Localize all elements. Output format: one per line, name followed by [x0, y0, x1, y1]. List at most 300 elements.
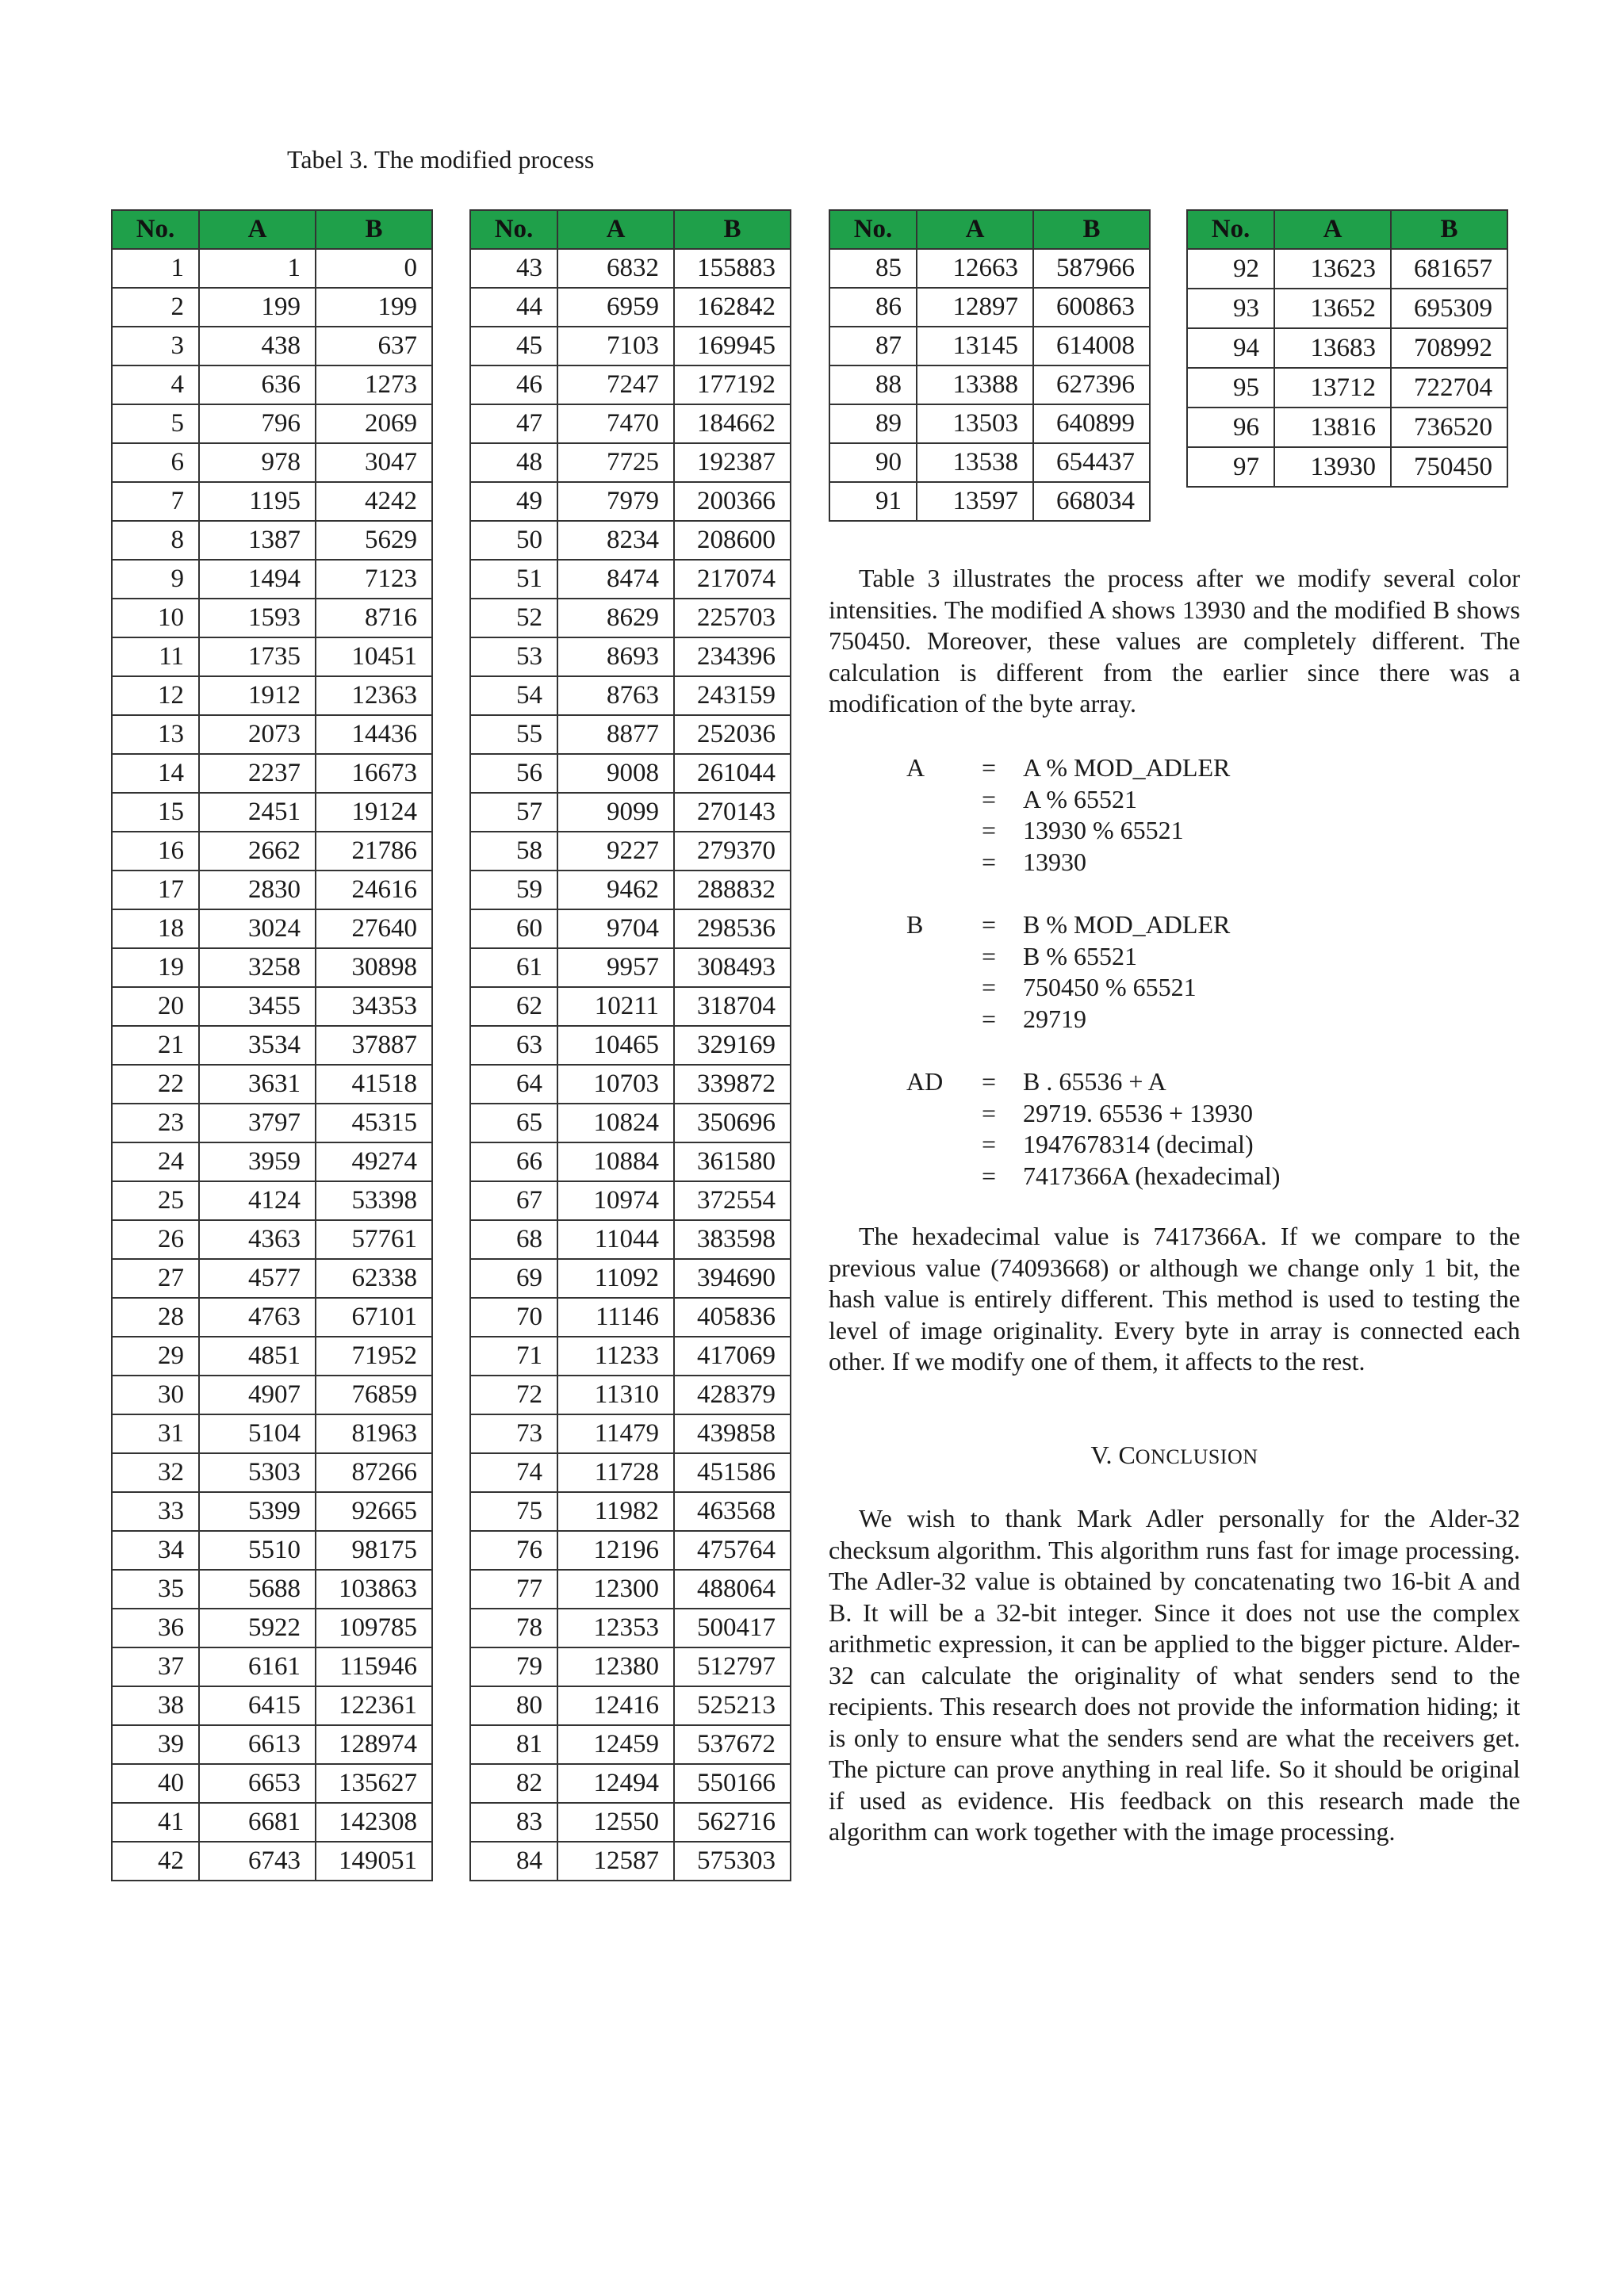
table-row: [112, 1337, 432, 1376]
cell-no: 19: [112, 948, 199, 987]
equals-sign: =: [982, 910, 997, 939]
cell-a: 1: [199, 249, 316, 288]
cell-a: 11982: [557, 1492, 674, 1531]
cell-a: 9008: [557, 754, 674, 793]
cell-a: 12550: [557, 1803, 674, 1842]
cell-b: 155883: [674, 249, 791, 288]
cell-no: 85: [829, 249, 917, 288]
equation-label: B: [906, 910, 924, 939]
section-heading-conclusion: [829, 1441, 1520, 1470]
table-row: [470, 404, 791, 443]
cell-b: 7123: [316, 560, 432, 599]
cell-a: 2662: [199, 832, 316, 871]
cell-a: 10884: [557, 1142, 674, 1181]
cell-a: 12300: [557, 1570, 674, 1609]
table-row: [470, 327, 791, 365]
cell-no: 8: [112, 521, 199, 560]
cell-b: 575303: [674, 1842, 791, 1881]
cell-no: 79: [470, 1647, 557, 1686]
table-row: [470, 1220, 791, 1259]
cell-a: 636: [199, 365, 316, 404]
table-row: [470, 288, 791, 327]
equation-line: 7417366A (hexadecimal): [1023, 1161, 1281, 1190]
cell-no: 23: [112, 1104, 199, 1142]
cell-a: 8877: [557, 715, 674, 754]
table-row: [112, 482, 432, 521]
table-row: [829, 249, 1150, 288]
cell-no: 90: [829, 443, 917, 482]
cell-a: 13652: [1274, 289, 1391, 328]
table-row: [112, 948, 432, 987]
equation-line: 29719. 65536 + 13930: [1023, 1098, 1254, 1127]
header-a: A: [917, 210, 1033, 249]
table-row: [112, 327, 432, 365]
table-row: [829, 482, 1150, 521]
cell-no: 53: [470, 637, 557, 676]
header-b: B: [674, 210, 791, 249]
cell-b: 417069: [674, 1337, 791, 1376]
cell-a: 13683: [1274, 328, 1391, 368]
equation-label: A: [906, 753, 925, 782]
cell-a: 4851: [199, 1337, 316, 1376]
cell-no: 52: [470, 599, 557, 637]
cell-b: 627396: [1033, 365, 1150, 404]
cell-b: 53398: [316, 1181, 432, 1220]
cell-no: 30: [112, 1376, 199, 1414]
cell-a: 11146: [557, 1298, 674, 1337]
cell-b: 14436: [316, 715, 432, 754]
equation-line: B . 65536 + A: [1023, 1067, 1166, 1096]
header-no: No.: [1187, 210, 1274, 249]
cell-no: 26: [112, 1220, 199, 1259]
cell-b: 76859: [316, 1376, 432, 1414]
cell-b: 525213: [674, 1686, 791, 1725]
cell-b: 10451: [316, 637, 432, 676]
cell-b: 722704: [1391, 368, 1507, 408]
cell-a: 4763: [199, 1298, 316, 1337]
cell-b: 41518: [316, 1065, 432, 1104]
cell-no: 73: [470, 1414, 557, 1453]
header-b: B: [1391, 210, 1507, 249]
cell-a: 10465: [557, 1026, 674, 1065]
table-row: [112, 676, 432, 715]
cell-no: 83: [470, 1803, 557, 1842]
cell-a: 13623: [1274, 249, 1391, 289]
cell-b: 162842: [674, 288, 791, 327]
cell-b: 288832: [674, 871, 791, 909]
cell-no: 35: [112, 1570, 199, 1609]
table-row: [112, 521, 432, 560]
cell-a: 13388: [917, 365, 1033, 404]
cell-no: 76: [470, 1531, 557, 1570]
table-row: [112, 404, 432, 443]
cell-a: 1593: [199, 599, 316, 637]
cell-no: 24: [112, 1142, 199, 1181]
cell-b: 12363: [316, 676, 432, 715]
header-no: No.: [829, 210, 917, 249]
cell-no: 36: [112, 1609, 199, 1647]
cell-b: 0: [316, 249, 432, 288]
cell-a: 8629: [557, 599, 674, 637]
cell-b: 451586: [674, 1453, 791, 1492]
table-row: [112, 1376, 432, 1414]
cell-b: 192387: [674, 443, 791, 482]
cell-b: 27640: [316, 909, 432, 948]
cell-no: 74: [470, 1453, 557, 1492]
cell-b: 8716: [316, 599, 432, 637]
equation-line: 13930: [1023, 847, 1086, 876]
cell-no: 20: [112, 987, 199, 1026]
cell-no: 61: [470, 948, 557, 987]
table-row: [470, 1531, 791, 1570]
cell-b: 428379: [674, 1376, 791, 1414]
data-table-4: [1186, 209, 1508, 488]
table-row: [470, 1647, 791, 1686]
table-row: [1187, 447, 1507, 487]
data-table-1: [111, 209, 433, 1881]
cell-no: 68: [470, 1220, 557, 1259]
table-row: [112, 871, 432, 909]
cell-no: 27: [112, 1259, 199, 1298]
cell-a: 11479: [557, 1414, 674, 1453]
table-row: [112, 1647, 432, 1686]
cell-a: 4577: [199, 1259, 316, 1298]
cell-a: 13538: [917, 443, 1033, 482]
cell-b: 298536: [674, 909, 791, 948]
cell-a: 3631: [199, 1065, 316, 1104]
cell-a: 8474: [557, 560, 674, 599]
cell-a: 5303: [199, 1453, 316, 1492]
table-row: [470, 1376, 791, 1414]
table-row: [470, 676, 791, 715]
cell-b: 640899: [1033, 404, 1150, 443]
table-row: [470, 249, 791, 288]
cell-a: 1195: [199, 482, 316, 521]
table-row: [470, 909, 791, 948]
cell-a: 7725: [557, 443, 674, 482]
equation-line: A % MOD_ADLER: [1023, 753, 1231, 782]
equation-line: 750450 % 65521: [1023, 973, 1197, 1001]
table-row: [829, 288, 1150, 327]
header-b: B: [1033, 210, 1150, 249]
cell-no: 14: [112, 754, 199, 793]
table-row: [470, 1803, 791, 1842]
table-row: [470, 365, 791, 404]
cell-a: 10211: [557, 987, 674, 1026]
cell-no: 38: [112, 1686, 199, 1725]
cell-a: 5688: [199, 1570, 316, 1609]
cell-no: 25: [112, 1181, 199, 1220]
cell-a: 1912: [199, 676, 316, 715]
table-row: [470, 443, 791, 482]
cell-no: 11: [112, 637, 199, 676]
cell-b: 361580: [674, 1142, 791, 1181]
cell-b: 98175: [316, 1531, 432, 1570]
table-row: [112, 1453, 432, 1492]
cell-no: 49: [470, 482, 557, 521]
cell-a: 11092: [557, 1259, 674, 1298]
cell-b: 512797: [674, 1647, 791, 1686]
header-a: A: [1274, 210, 1391, 249]
cell-a: 3024: [199, 909, 316, 948]
cell-b: 49274: [316, 1142, 432, 1181]
equals-sign: =: [982, 1130, 997, 1158]
table-row: [470, 1298, 791, 1337]
cell-no: 91: [829, 482, 917, 521]
table-row: [829, 365, 1150, 404]
cell-b: 695309: [1391, 289, 1507, 328]
cell-no: 88: [829, 365, 917, 404]
cell-a: 9462: [557, 871, 674, 909]
cell-no: 33: [112, 1492, 199, 1531]
cell-b: 252036: [674, 715, 791, 754]
table-row: [112, 715, 432, 754]
table-row: [470, 1181, 791, 1220]
cell-b: 308493: [674, 948, 791, 987]
cell-b: 92665: [316, 1492, 432, 1531]
cell-a: 11728: [557, 1453, 674, 1492]
cell-no: 45: [470, 327, 557, 365]
cell-a: 796: [199, 404, 316, 443]
cell-b: 115946: [316, 1647, 432, 1686]
cell-no: 3: [112, 327, 199, 365]
equation-line: 29719: [1023, 1004, 1086, 1033]
header-a: A: [557, 210, 674, 249]
table-row: [470, 987, 791, 1026]
cell-a: 6959: [557, 288, 674, 327]
cell-b: 234396: [674, 637, 791, 676]
cell-b: 16673: [316, 754, 432, 793]
paragraph-conclusion: We wish to thank Mark Adler personally for the Alder-32 checksum algorithm. This algorithm runs fast for image processing. The Adler-32 value is obtained by concatenating two 16-bit A and B. It will be a 32-bit integer. Since it does not use the complex arithmetic expression, it can be applied to the bigger picture. Alder-32 can calculate the originality of what senders send to the recipients. This research does not provide the information hiding; it is only to ensure what the senders send are what the receivers get. The picture can prove anything in real life. So it should be original if used as evidence. His feedback on this research made the algorithm can work together with the image processing.: [829, 1504, 1520, 1846]
cell-b: 109785: [316, 1609, 432, 1647]
cell-b: 177192: [674, 365, 791, 404]
cell-b: 654437: [1033, 443, 1150, 482]
cell-a: 5399: [199, 1492, 316, 1531]
cell-a: 8693: [557, 637, 674, 676]
cell-b: 169945: [674, 327, 791, 365]
table-row: [829, 443, 1150, 482]
table-row: [112, 987, 432, 1026]
cell-no: 44: [470, 288, 557, 327]
table-row: [112, 909, 432, 948]
cell-a: 5104: [199, 1414, 316, 1453]
cell-a: 12196: [557, 1531, 674, 1570]
heading-numeral: V. C: [1090, 1441, 1136, 1469]
cell-a: 2830: [199, 871, 316, 909]
table-row: [470, 1026, 791, 1065]
cell-a: 8763: [557, 676, 674, 715]
table-row: [112, 288, 432, 327]
cell-no: 13: [112, 715, 199, 754]
table-row: [112, 1414, 432, 1453]
table-row: [470, 482, 791, 521]
table-row: [829, 404, 1150, 443]
equals-sign: =: [982, 1098, 997, 1127]
table-row: [829, 327, 1150, 365]
cell-a: 13930: [1274, 447, 1391, 487]
cell-a: 6415: [199, 1686, 316, 1725]
table-row: [112, 1531, 432, 1570]
table-row: [112, 637, 432, 676]
cell-b: 184662: [674, 404, 791, 443]
cell-no: 15: [112, 793, 199, 832]
cell-no: 66: [470, 1142, 557, 1181]
cell-b: 217074: [674, 560, 791, 599]
cell-b: 71952: [316, 1337, 432, 1376]
table-row: [470, 560, 791, 599]
cell-a: 7103: [557, 327, 674, 365]
cell-b: 488064: [674, 1570, 791, 1609]
equals-sign: =: [982, 973, 997, 1001]
cell-no: 40: [112, 1764, 199, 1803]
cell-no: 22: [112, 1065, 199, 1104]
cell-b: 122361: [316, 1686, 432, 1725]
cell-no: 17: [112, 871, 199, 909]
cell-a: 8234: [557, 521, 674, 560]
cell-b: 34353: [316, 987, 432, 1026]
cell-a: 199: [199, 288, 316, 327]
heading-rest: ONCLUSION: [1135, 1445, 1258, 1468]
table-row: [112, 1686, 432, 1725]
cell-b: 243159: [674, 676, 791, 715]
table-row: [470, 1453, 791, 1492]
cell-b: 208600: [674, 521, 791, 560]
cell-b: 537672: [674, 1725, 791, 1764]
cell-a: 12416: [557, 1686, 674, 1725]
cell-a: 4363: [199, 1220, 316, 1259]
cell-b: 372554: [674, 1181, 791, 1220]
table-row: [112, 1298, 432, 1337]
cell-a: 1735: [199, 637, 316, 676]
table-row: [112, 1181, 432, 1220]
table-row: [112, 249, 432, 288]
cell-no: 9: [112, 560, 199, 599]
cell-a: 978: [199, 443, 316, 482]
cell-no: 96: [1187, 408, 1274, 447]
cell-b: 681657: [1391, 249, 1507, 289]
cell-no: 41: [112, 1803, 199, 1842]
equals-sign: =: [982, 847, 997, 876]
cell-b: 637: [316, 327, 432, 365]
table-row: [470, 832, 791, 871]
cell-no: 39: [112, 1725, 199, 1764]
table-row: [112, 1842, 432, 1881]
table-row: [112, 1065, 432, 1104]
cell-b: 475764: [674, 1531, 791, 1570]
table-row: [470, 1725, 791, 1764]
cell-a: 9227: [557, 832, 674, 871]
cell-a: 11044: [557, 1220, 674, 1259]
cell-no: 50: [470, 521, 557, 560]
cell-b: 339872: [674, 1065, 791, 1104]
cell-no: 31: [112, 1414, 199, 1453]
cell-a: 9099: [557, 793, 674, 832]
cell-a: 9704: [557, 909, 674, 948]
cell-b: 500417: [674, 1609, 791, 1647]
table-row: [470, 948, 791, 987]
header-b: B: [316, 210, 432, 249]
cell-b: 736520: [1391, 408, 1507, 447]
cell-a: 438: [199, 327, 316, 365]
cell-b: 81963: [316, 1414, 432, 1453]
cell-no: 89: [829, 404, 917, 443]
table-row: [470, 1492, 791, 1531]
cell-a: 12353: [557, 1609, 674, 1647]
table-row: [112, 1026, 432, 1065]
cell-a: 3797: [199, 1104, 316, 1142]
cell-no: 21: [112, 1026, 199, 1065]
cell-a: 6653: [199, 1764, 316, 1803]
cell-b: 19124: [316, 793, 432, 832]
cell-a: 12459: [557, 1725, 674, 1764]
cell-no: 42: [112, 1842, 199, 1881]
equation-line: 13930 % 65521: [1023, 816, 1184, 844]
cell-a: 11233: [557, 1337, 674, 1376]
cell-a: 2237: [199, 754, 316, 793]
cell-a: 6613: [199, 1725, 316, 1764]
cell-no: 7: [112, 482, 199, 521]
cell-b: 103863: [316, 1570, 432, 1609]
table-row: [470, 1570, 791, 1609]
cell-no: 51: [470, 560, 557, 599]
table-row: [470, 637, 791, 676]
cell-no: 55: [470, 715, 557, 754]
cell-no: 63: [470, 1026, 557, 1065]
cell-no: 56: [470, 754, 557, 793]
cell-b: 62338: [316, 1259, 432, 1298]
cell-a: 5510: [199, 1531, 316, 1570]
cell-a: 13145: [917, 327, 1033, 365]
cell-b: 350696: [674, 1104, 791, 1142]
cell-a: 12587: [557, 1842, 674, 1881]
cell-no: 54: [470, 676, 557, 715]
table-row: [470, 871, 791, 909]
cell-b: 562716: [674, 1803, 791, 1842]
table-row: [112, 1764, 432, 1803]
cell-b: 614008: [1033, 327, 1150, 365]
cell-no: 59: [470, 871, 557, 909]
equation-line: B % MOD_ADLER: [1023, 910, 1231, 939]
cell-b: 329169: [674, 1026, 791, 1065]
cell-b: 2069: [316, 404, 432, 443]
cell-a: 7470: [557, 404, 674, 443]
cell-no: 2: [112, 288, 199, 327]
cell-no: 82: [470, 1764, 557, 1803]
cell-a: 6681: [199, 1803, 316, 1842]
cell-b: 200366: [674, 482, 791, 521]
table-row: [470, 1414, 791, 1453]
cell-no: 92: [1187, 249, 1274, 289]
table-row: [470, 1842, 791, 1881]
cell-no: 48: [470, 443, 557, 482]
cell-no: 81: [470, 1725, 557, 1764]
table-row: [470, 599, 791, 637]
cell-no: 58: [470, 832, 557, 871]
table-row: [470, 521, 791, 560]
equation-line: 1947678314 (decimal): [1023, 1130, 1254, 1158]
header-a: A: [199, 210, 316, 249]
table-row: [470, 1609, 791, 1647]
cell-a: 2073: [199, 715, 316, 754]
table-row: [112, 832, 432, 871]
cell-a: 12897: [917, 288, 1033, 327]
cell-a: 3258: [199, 948, 316, 987]
cell-b: 67101: [316, 1298, 432, 1337]
cell-a: 11310: [557, 1376, 674, 1414]
table-row: [112, 1492, 432, 1531]
table-row: [112, 599, 432, 637]
cell-b: 600863: [1033, 288, 1150, 327]
